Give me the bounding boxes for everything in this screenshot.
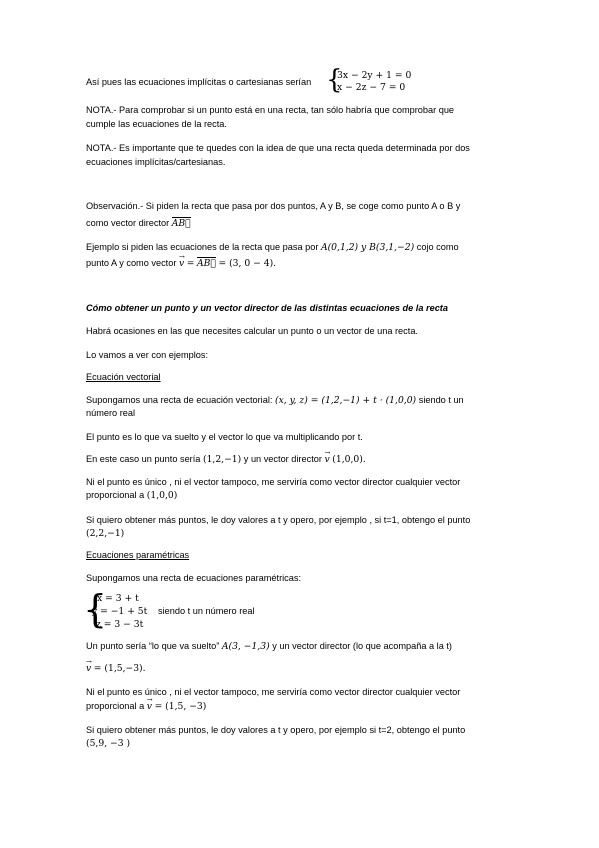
ev-text-c: En este caso un punto sería [86,454,201,464]
implicit-eq-2: x − 2z − 7 = 0 [337,82,406,93]
ep-line2 [86,640,452,653]
vector-v: → v [179,258,184,270]
system-brace: { [326,65,343,95]
ev-vector: (1,0,0). [332,454,366,465]
ep-point: A(3, −1,3) [221,641,270,652]
ev-line7: Si quiero obtener más puntos, le doy valores a t y opero, por ejemplo , si t=1, obtengo el punto [86,515,471,525]
vamos-text: Lo vamos a ver con ejemplos: [86,350,209,360]
vector-equation: (x, y, z) = (1,2,−1) + t · (1,0,0) [274,395,417,406]
ejemplo-text-c: punto A y como vector [86,258,177,268]
habra-text: Habrá ocasiones en las que necesites calcular un punto o un vector de una recta. [86,326,418,336]
ev-line6 [86,489,177,502]
ep-proportional-vector: = (1,5, −3) [154,701,207,712]
observacion-line2 [86,217,191,230]
observacion-text: como vector director [86,218,170,228]
observacion-line1: Observación.- Si piden la recta que pasa por dos puntos, A y B, se coge como punto A o B y [86,201,461,211]
vector-ab-2: AB ⃗ [197,257,216,270]
section-title: Cómo obtener un punto y un vector director de las distintas ecuaciones de la recta [86,303,448,313]
ev-line4 [86,453,366,466]
ev-line3: El punto es lo que va suelto y el vector lo que va multiplicando por t. [86,432,363,442]
ep-line4: Ni el punto es único , ni el vector tampoco, me serviría como vector director cualquier vector [86,687,461,697]
equals-sign: = [186,258,195,269]
implicit-eq-1: 3x − 2y + 1 = 0 [337,70,412,81]
ev-line1 [86,394,464,407]
ev-text-a: Supongamos una recta de ecuación vectorial: [86,395,273,405]
vector-ab: AB ⃗ [172,217,191,230]
nota1-line1: NOTA.- Para comprobar si un punto está en una recta, tan sólo habría que comprobar que [86,105,455,115]
param-eq-x: x = 3 + t [97,593,139,604]
vector-v: → v [325,454,330,466]
ev-line5: Ni el punto es único , ni el vector tampoco, me serviría como vector director cualquier vector [86,477,461,487]
ep-text-a: Un punto sería “lo que va suelto” [86,641,220,651]
ev-text-d: y un vector director [243,454,322,464]
nota1-line2: cumple las ecuaciones de la recta. [86,119,227,129]
ep-text-c: proporcional a [86,701,145,711]
ejemplo-text-a: Ejemplo si piden las ecuaciones de la recta que pasa por [86,242,319,252]
param-eq-z: z = 3 − 3t [96,619,144,630]
ep-line5 [86,700,206,713]
vector-ab-value: = (3, 0 − 4). [218,258,277,269]
points-a-b: A(0,1,2) y B(3,1,−2) [320,242,415,253]
param-eq-y: y = −1 + 5t [92,606,148,617]
ep-line6: Si quiero obtener más puntos, le doy valores a t y opero, por ejemplo si t=2, obtengo el punto [86,725,466,735]
ev-text-e: proporcional a [86,490,145,500]
param-note: siendo t un número real [158,606,255,616]
ev-proportional-vector: (1,0,0) [146,490,178,501]
vector-v: → v [86,663,91,675]
ev-text-b: siendo t un [418,395,464,405]
ev-line8: (2,2,−1) [86,528,125,539]
ejemplo-line1 [86,241,459,254]
vector-v: → v [147,701,152,713]
ep-line7: (5,9, −3 ) [86,738,131,749]
heading-ecuacion-vectorial: Ecuación vectorial [86,372,161,382]
heading-ecuaciones-parametricas: Ecuaciones paramétricas [86,550,190,560]
ep-line1: Supongamos una recta de ecuaciones paramétricas: [86,573,302,583]
intro-text: Así pues las ecuaciones implícitas o cartesianas serían [86,77,312,87]
ev-point: (1,2,−1) [202,454,242,465]
param-brace: { [83,587,108,631]
ep-line3 [86,662,146,675]
nota2-line1: NOTA.- Es importante que te quedes con la idea de que una recta queda determinada por dos [86,143,470,153]
ejemplo-line2 [86,257,276,270]
ep-vector: = (1,5,−3). [93,663,146,674]
nota2-line2: ecuaciones implícitas/cartesianas. [86,157,226,167]
ep-text-b: y un vector director (lo que acompaña a la t) [272,641,452,651]
ejemplo-text-b: cojo como [416,242,459,252]
implicit-equations-intro [86,76,311,88]
ev-line2: número real [86,408,136,418]
